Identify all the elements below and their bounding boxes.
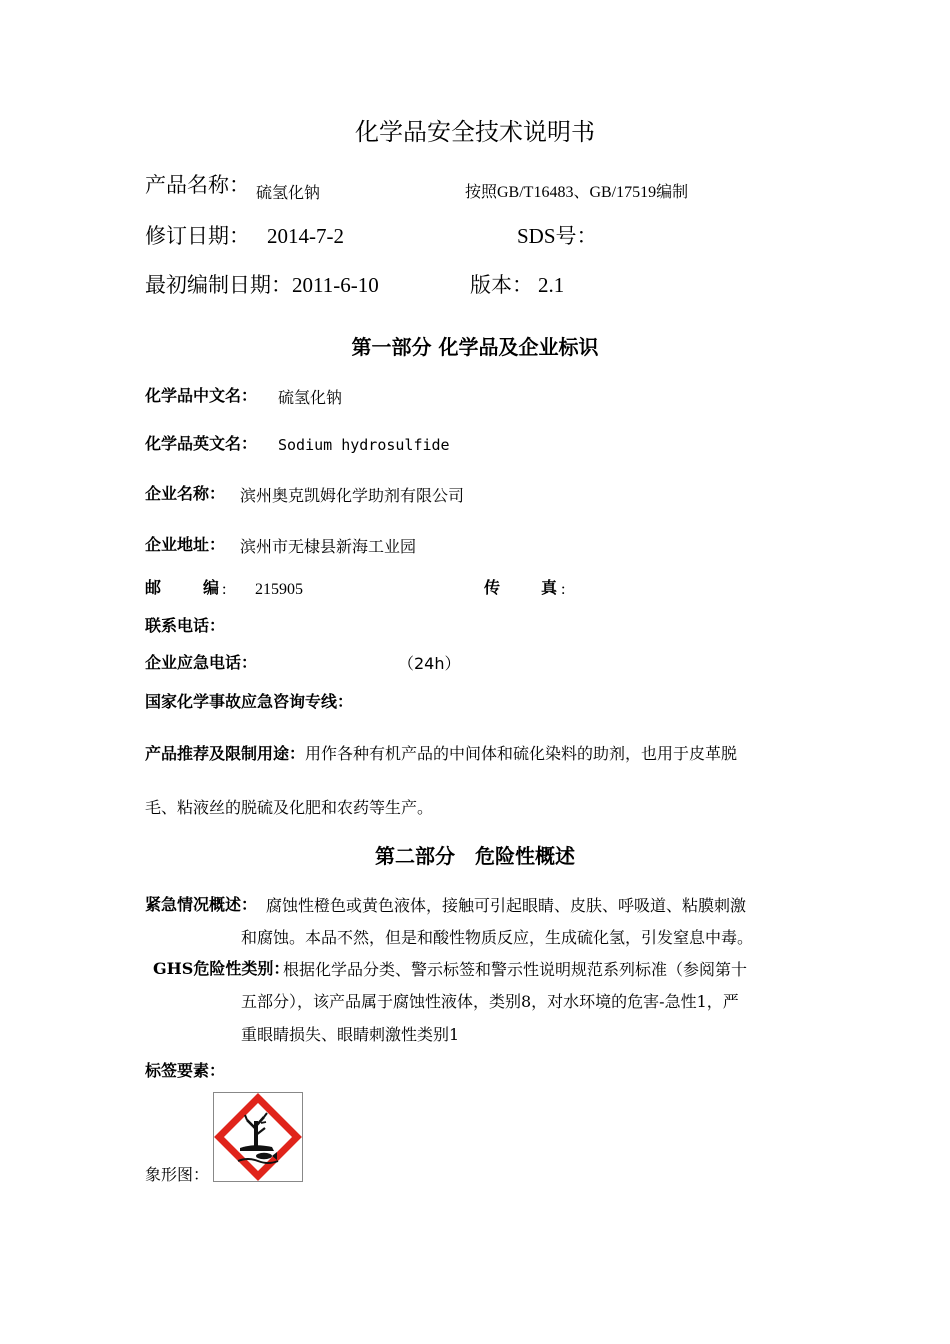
ghs-line-2: 五部分），该产品属于腐蚀性液体，类别8，对水环境的危害-急性1，严 (241, 992, 739, 1011)
ghs-line-3: 重眼睛损失、眼睛刺激性类别1 (241, 1025, 460, 1044)
environment-hazard-icon (213, 1092, 303, 1182)
pictogram-label: 象形图： (145, 1165, 210, 1184)
fax-colon: : (561, 581, 566, 598)
emergency-24h-note: （24h） (398, 654, 461, 673)
product-name-value: 硫氢化钠 (256, 183, 321, 202)
address-value: 滨州市无棣县新海工业园 (240, 537, 417, 556)
usage-text-1: 用作各种有机产品的中间体和硫化染料的助剂，也用于皮革脱 (305, 744, 738, 763)
fax-label-char1: 传 (484, 578, 501, 597)
postcode-colon: : (222, 581, 227, 598)
fax-label-char2: 真 (541, 578, 558, 597)
revision-date-value: 2014-7-2 (267, 224, 344, 248)
company-value: 滨州奥克凯姆化学助剂有限公司 (240, 486, 465, 505)
emergency-overview-line-1: 腐蚀性橙色或黄色液体，接触可引起眼睛、皮肤、呼吸道、粘膜刺激 (266, 896, 747, 915)
product-name-label: 产品名称： (145, 173, 250, 197)
address-label: 企业地址： (145, 535, 226, 554)
version-value: 2.1 (538, 273, 565, 297)
emergency-phone-label: 企业应急电话： (145, 653, 258, 672)
sds-number-label: SDS号： (517, 224, 598, 248)
section2-heading: 第二部分 危险性概述 (375, 844, 575, 868)
emergency-overview-line-2: 和腐蚀。本品不然，但是和酸性物质反应，生成硫化氢，引发窒息中毒。 (241, 928, 754, 947)
version-label: 版本： (470, 273, 533, 297)
company-label: 企业名称： (145, 484, 226, 503)
usage-line-2: 毛、粘液丝的脱硫及化肥和农药等生产。 (145, 798, 434, 817)
usage-label: 产品推荐及限制用途： (145, 744, 306, 763)
en-name-label: 化学品英文名： (145, 434, 258, 453)
postcode-value: 215905 (255, 581, 303, 598)
standard-note: 按照GB/T16483、GB/17519编制 (465, 184, 689, 201)
usage-line-1 (145, 739, 737, 769)
label-elements-label: 标签要素： (145, 1061, 226, 1080)
emergency-overview-label: 紧急情况概述： (145, 895, 258, 914)
revision-date-label: 修订日期： (145, 224, 250, 248)
section1-heading: 第一部分 化学品及企业标识 (351, 335, 599, 359)
postcode-label-char1: 邮 (145, 578, 162, 597)
first-date-value: 2011-6-10 (292, 273, 379, 297)
phone-label: 联系电话： (145, 616, 226, 635)
cn-name-value: 硫氢化钠 (278, 388, 343, 407)
cn-name-label: 化学品中文名： (145, 386, 258, 405)
ghs-category-label: GHS危险性类别： (153, 959, 290, 978)
document-title: 化学品安全技术说明书 (355, 118, 595, 146)
ghs-line-1: 根据化学品分类、警示标签和警示性说明规范系列标准（参阅第十 (283, 960, 748, 979)
national-hotline-label: 国家化学事故应急咨询专线： (145, 692, 354, 711)
postcode-label-char2: 编 (203, 578, 220, 597)
en-name-value: Sodium hydrosulfide (278, 436, 450, 454)
first-date-label: 最初编制日期： (145, 273, 292, 297)
